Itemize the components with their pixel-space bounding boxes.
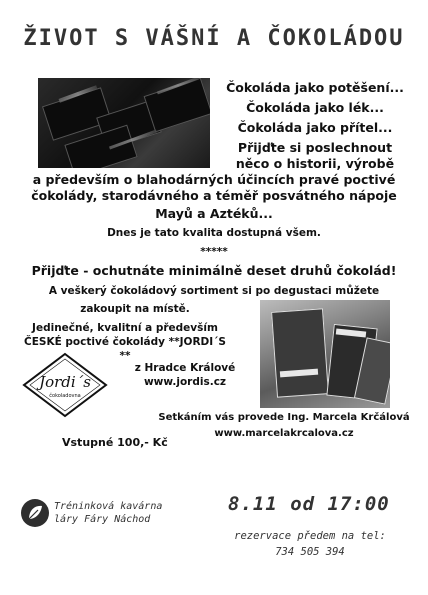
entry-price: Vstupné 100,- Kč — [62, 436, 168, 449]
location-web[interactable]: www.jordis.cz — [143, 376, 227, 388]
quality-text: Dnes je tato kvalita dostupná všem. — [107, 227, 321, 239]
intro-line-2: Čokoláda jako lék... — [246, 100, 384, 115]
intro-line-1: Čokoláda jako potěšení... — [226, 80, 404, 95]
intro-line-6: a především o blahodárných účincích pravé poctivé — [32, 172, 396, 187]
logo-sub: čokoladovna — [49, 393, 81, 399]
venue-line-1: Tréninková kavárna — [54, 501, 163, 512]
chocolate-photo — [38, 78, 210, 168]
tasting-text: Přijďte - ochutnáte minimálně deset druhů čokolád! — [31, 263, 397, 278]
intro-line-3: Čokoláda jako přítel... — [237, 120, 393, 135]
cafe-leaf-icon — [20, 498, 50, 528]
reservation-line: rezervace předem na tel: — [234, 530, 386, 542]
unique-line-1: Jedinečné, kvalitní a především — [32, 322, 218, 334]
sortiment-line-1: A veškerý čokoládový sortiment si po degustaci můžete — [48, 285, 380, 297]
reservation-info — [206, 528, 414, 560]
event-date: 8.11 od 17:00 — [228, 493, 390, 515]
location-city: z Hradce Králové — [134, 362, 236, 374]
intro-line-8: Mayů a Aztéků... — [155, 206, 273, 221]
chocolate-boxes-photo — [260, 300, 390, 408]
logo-brand: Jordi´s — [39, 373, 91, 391]
page-title: ŽIVOT S VÁŠNÍ A ČOKOLÁDOU — [23, 26, 405, 51]
venue-line-2: láry Fáry Náchod — [54, 514, 151, 525]
stars-divider: ***** — [200, 246, 228, 258]
unique-line-3: ** — [119, 350, 131, 362]
reservation-phone[interactable]: 734 505 394 — [275, 546, 345, 558]
jordis-logo — [20, 350, 110, 420]
intro-line-5: něco o historii, výrobě — [235, 156, 395, 171]
intro-line-7: čokolády, starodávného a téměř posvátného nápoje — [31, 188, 397, 203]
sortiment-line-2: zakoupit na místě. — [80, 303, 190, 315]
intro-line-4: Přijďte si poslechnout — [237, 140, 393, 155]
venue-name — [54, 500, 162, 526]
guide-text: Setkáním vás provede Ing. Marcela Krčálová — [158, 412, 410, 423]
guide-web[interactable]: www.marcelakrcalova.cz — [214, 428, 354, 439]
unique-line-2: ČESKÉ poctivé čokolády **JORDI´S — [24, 336, 226, 348]
